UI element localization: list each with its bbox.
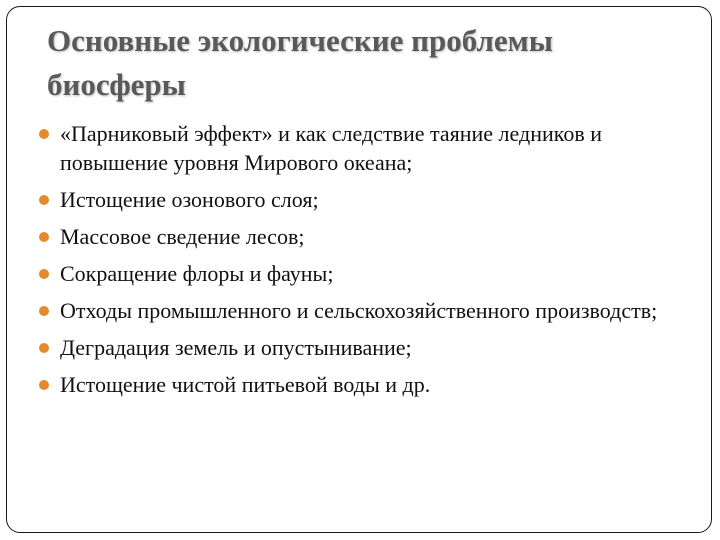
bullet-item-waste	[37, 296, 677, 325]
bullet-dot-icon	[39, 269, 49, 279]
bullet-dot-icon	[39, 129, 49, 139]
bullet-item-biodiversity	[37, 259, 677, 288]
bullet-item-ozone	[37, 185, 677, 214]
bullet-text: Истощение озонового слоя;	[60, 187, 319, 212]
bullet-item-greenhouse	[37, 119, 677, 177]
bullet-text: Сокращение флоры и фауны;	[60, 261, 334, 286]
bullet-item-water	[37, 370, 677, 399]
bullet-text: «Парниковый эффект» и как следствие таяние ледников и повышение уровня Мирового океана;	[60, 121, 602, 175]
slide-title	[47, 19, 647, 107]
bullet-dot-icon	[39, 343, 49, 353]
bullet-dot-icon	[39, 232, 49, 242]
bullet-dot-icon	[39, 195, 49, 205]
bullet-text: Деградация земель и опустынивание;	[60, 335, 412, 360]
title-line-1: Основные экологические проблемы	[47, 23, 553, 58]
bullet-item-land-degradation	[37, 333, 677, 362]
bullet-dot-icon	[39, 306, 49, 316]
bullet-text: Отходы промышленного и сельскохозяйственного производств;	[60, 298, 658, 323]
title-line-2: биосферы	[47, 67, 186, 102]
slide-frame	[6, 6, 712, 533]
bullet-item-deforestation	[37, 222, 677, 251]
bullet-text: Массовое сведение лесов;	[60, 224, 305, 249]
bullet-list	[37, 119, 677, 407]
bullet-dot-icon	[39, 380, 49, 390]
bullet-text: Истощение чистой питьевой воды и др.	[60, 372, 431, 397]
